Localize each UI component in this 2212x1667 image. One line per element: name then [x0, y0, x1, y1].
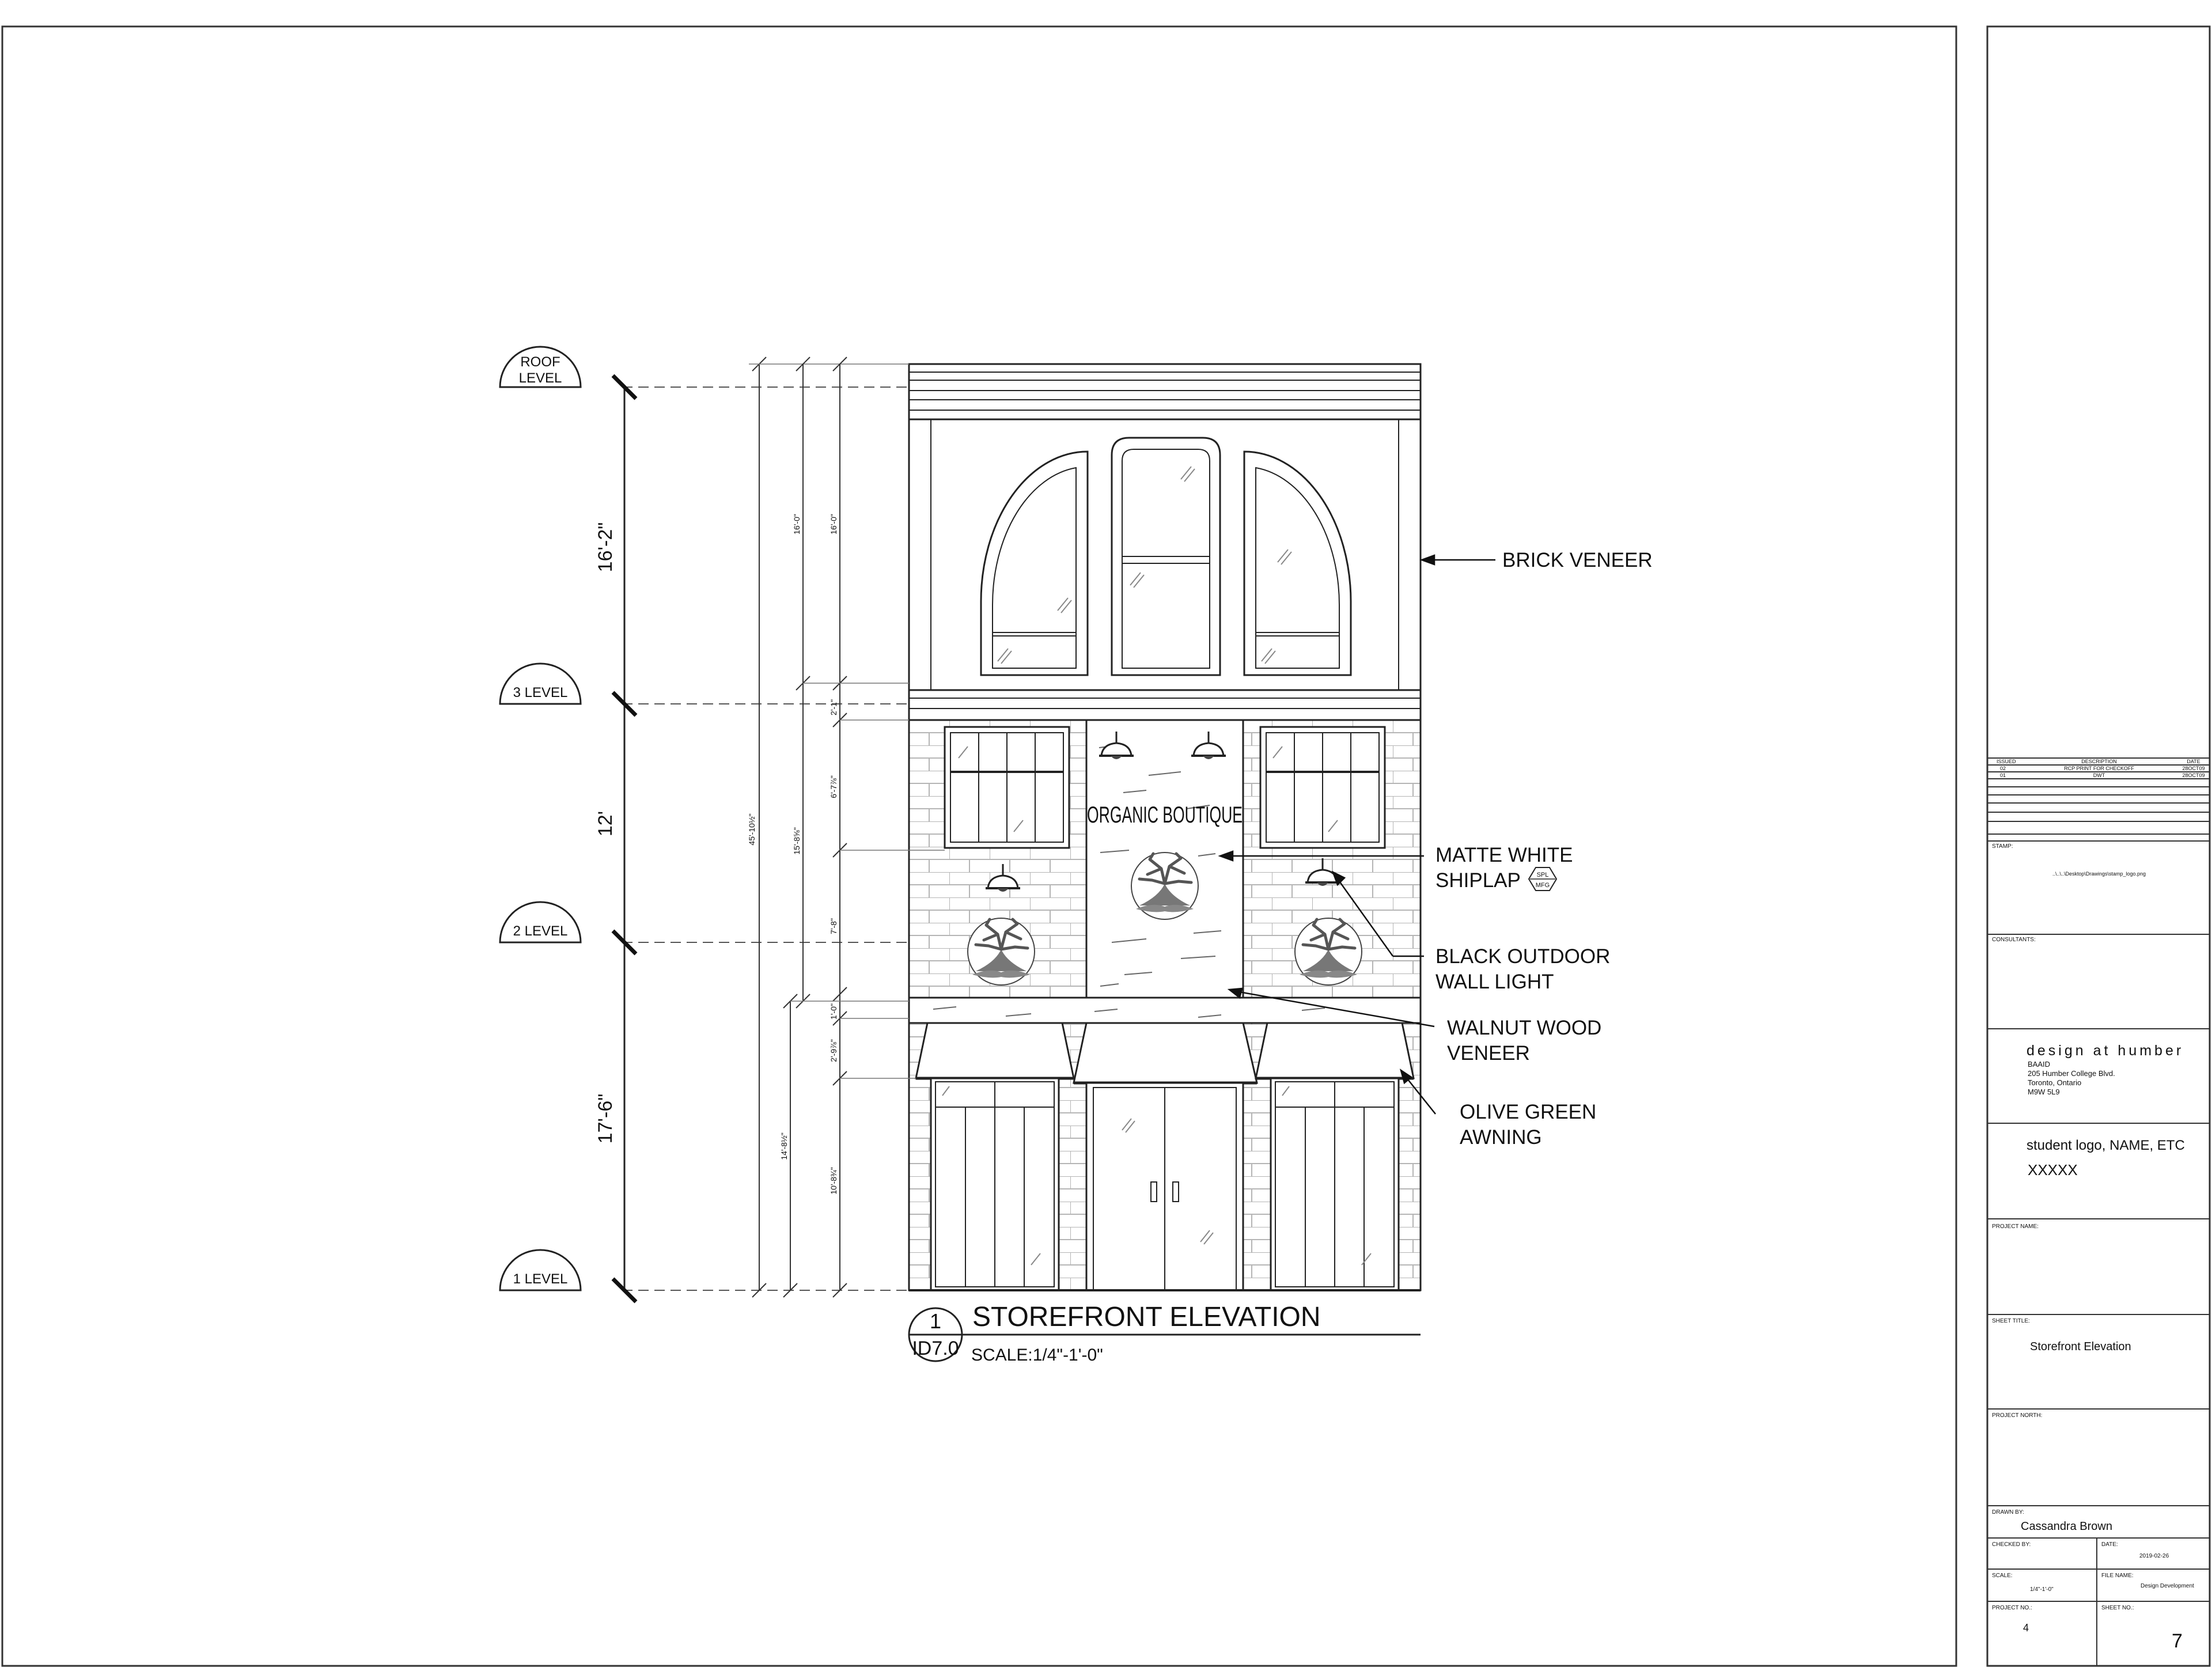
title-number: 1 [929, 1309, 942, 1333]
dim-band: 2'-1" [829, 699, 838, 715]
firm-name: design at humber [2027, 1043, 2184, 1059]
scale-value: 1/4"-1'-0" [2030, 1586, 2054, 1593]
sheet-no-label: SHEET NO.: [2101, 1605, 2134, 1611]
date-value: 2019-02-26 [2139, 1553, 2169, 1559]
dim-walnut: 1'-0" [829, 1003, 838, 1020]
grid-window-left [945, 727, 1069, 848]
project-no: 4 [2023, 1622, 2029, 1634]
student-placeholder: XXXXX [2028, 1161, 2078, 1179]
dim-ground-total: 14'-8½" [779, 1132, 789, 1160]
dim-storefront: 10'-8¾" [829, 1167, 838, 1195]
callout-walnut-2: VENEER [1447, 1042, 1530, 1064]
level-label-roof-2: LEVEL [518, 370, 562, 386]
drawn-by-label: DRAWN BY: [1992, 1509, 2024, 1516]
dim-total: 45'-10½" [747, 813, 756, 846]
rev-row-2-date: 28OCT09 [2182, 772, 2205, 778]
callout-shiplap-2: SHIPLAP [1435, 869, 1521, 892]
project-north-label: PROJECT NORTH: [1992, 1412, 2043, 1419]
storefront-window-left [931, 1078, 1059, 1290]
firm-address-4: M9W 5L9 [2028, 1088, 2060, 1096]
callout-awning-2: AWNING [1460, 1126, 1542, 1149]
title-sheet-ref: ID7.0 [912, 1338, 959, 1359]
storefront-door [1086, 1083, 1243, 1290]
shiplap-tag-top: SPL [1536, 872, 1549, 878]
shiplap-material-tag [1529, 867, 1556, 891]
project-no-label: PROJECT NO.: [1992, 1605, 2032, 1611]
shiplap-tag-bottom: MFG [1535, 882, 1550, 889]
dim-middle-total: 15'-8⅝" [792, 827, 801, 855]
awnings [916, 1023, 1414, 1083]
dim-lower-middle: 7'-8" [829, 918, 838, 934]
tree-emblem-left [968, 918, 1035, 985]
floor-band-3 [909, 690, 1421, 720]
dim-awning: 2'-9⅞" [829, 1039, 838, 1062]
file-name-label: FILE NAME: [2101, 1573, 2134, 1579]
dimension-labels [747, 514, 838, 1195]
level-label-2: 2 LEVEL [513, 923, 568, 939]
project-name-label: PROJECT NAME: [1992, 1223, 2039, 1230]
file-name-value: Design Development [2141, 1583, 2194, 1589]
callout-light-1: BLACK OUTDOOR [1435, 945, 1611, 968]
callout-brick-veneer: BRICK VENEER [1502, 549, 1653, 571]
rev-row-1-issued: 02 [2000, 766, 2006, 771]
revisions-table [1997, 759, 2205, 778]
height-upper: 16'-2" [594, 522, 616, 573]
drawn-by: Cassandra Brown [2021, 1520, 2112, 1533]
sheet-no: 7 [2172, 1630, 2183, 1652]
dim-upper-a: 16'-0" [792, 514, 801, 535]
callout-shiplap-1: MATTE WHITE [1435, 844, 1573, 866]
drawing-title [909, 1302, 1421, 1365]
level-markers [500, 347, 909, 1302]
sheet-title-label: SHEET TITLE: [1992, 1318, 2030, 1324]
level-label-roof-1: ROOF [520, 354, 560, 370]
storefront-elevation [909, 364, 1421, 1290]
tree-emblem-right [1295, 918, 1362, 985]
title-block-border [1987, 26, 2210, 1666]
height-lower: 17'-6" [594, 1093, 616, 1144]
sheet-title: Storefront Elevation [2030, 1340, 2131, 1353]
title-name: STOREFRONT ELEVATION [972, 1302, 1321, 1332]
rev-header-date: DATE [2187, 759, 2200, 764]
consultants-label: CONSULTANTS: [1992, 937, 2036, 943]
checked-by-label: CHECKED BY: [1992, 1541, 2031, 1548]
date-label: DATE: [2101, 1541, 2118, 1548]
firm-address-2: 205 Humber College Blvd. [2028, 1069, 2115, 1078]
callout-walnut-1: WALNUT WOOD [1447, 1017, 1602, 1039]
height-middle: 12' [594, 810, 616, 837]
grid-window-right [1260, 727, 1385, 848]
title-scale: SCALE:1/4"-1'-0" [971, 1346, 1103, 1365]
rev-header-description: DESCRIPTION [2081, 759, 2117, 764]
rev-row-2-description: DWT [2093, 772, 2105, 778]
rev-header-issued: ISSUED [1997, 759, 2016, 764]
stamp-label: STAMP: [1992, 843, 2013, 850]
rev-row-2-issued: 01 [2000, 772, 2006, 778]
dim-window: 6'-7⅞" [829, 775, 838, 798]
level-label-1: 1 LEVEL [513, 1271, 568, 1287]
callout-light-2: WALL LIGHT [1435, 971, 1554, 993]
rev-row-1-description: RCP PRINT FOR CHECKOFF [2064, 766, 2134, 771]
firm-address-1: BAAID [2028, 1060, 2051, 1069]
tree-emblem-center [1131, 853, 1198, 919]
scale-label: SCALE: [1992, 1573, 2013, 1579]
stamp-image-path: ..\..\..\Desktop\Drawings\stamp_logo.png [2052, 871, 2146, 877]
level-label-3: 3 LEVEL [513, 685, 568, 700]
rev-row-1-date: 28OCT09 [2182, 766, 2205, 771]
tall-window-center [1112, 438, 1220, 675]
callout-awning-1: OLIVE GREEN [1460, 1101, 1597, 1123]
sign-organic-boutique: ORGANIC BOUTIQUE [1087, 802, 1243, 828]
firm-address-3: Toronto, Ontario [2028, 1078, 2082, 1087]
storefront-window-right [1271, 1078, 1399, 1290]
student-line: student logo, NAME, ETC [2027, 1138, 2185, 1153]
dim-upper-b: 16'-0" [829, 514, 838, 535]
